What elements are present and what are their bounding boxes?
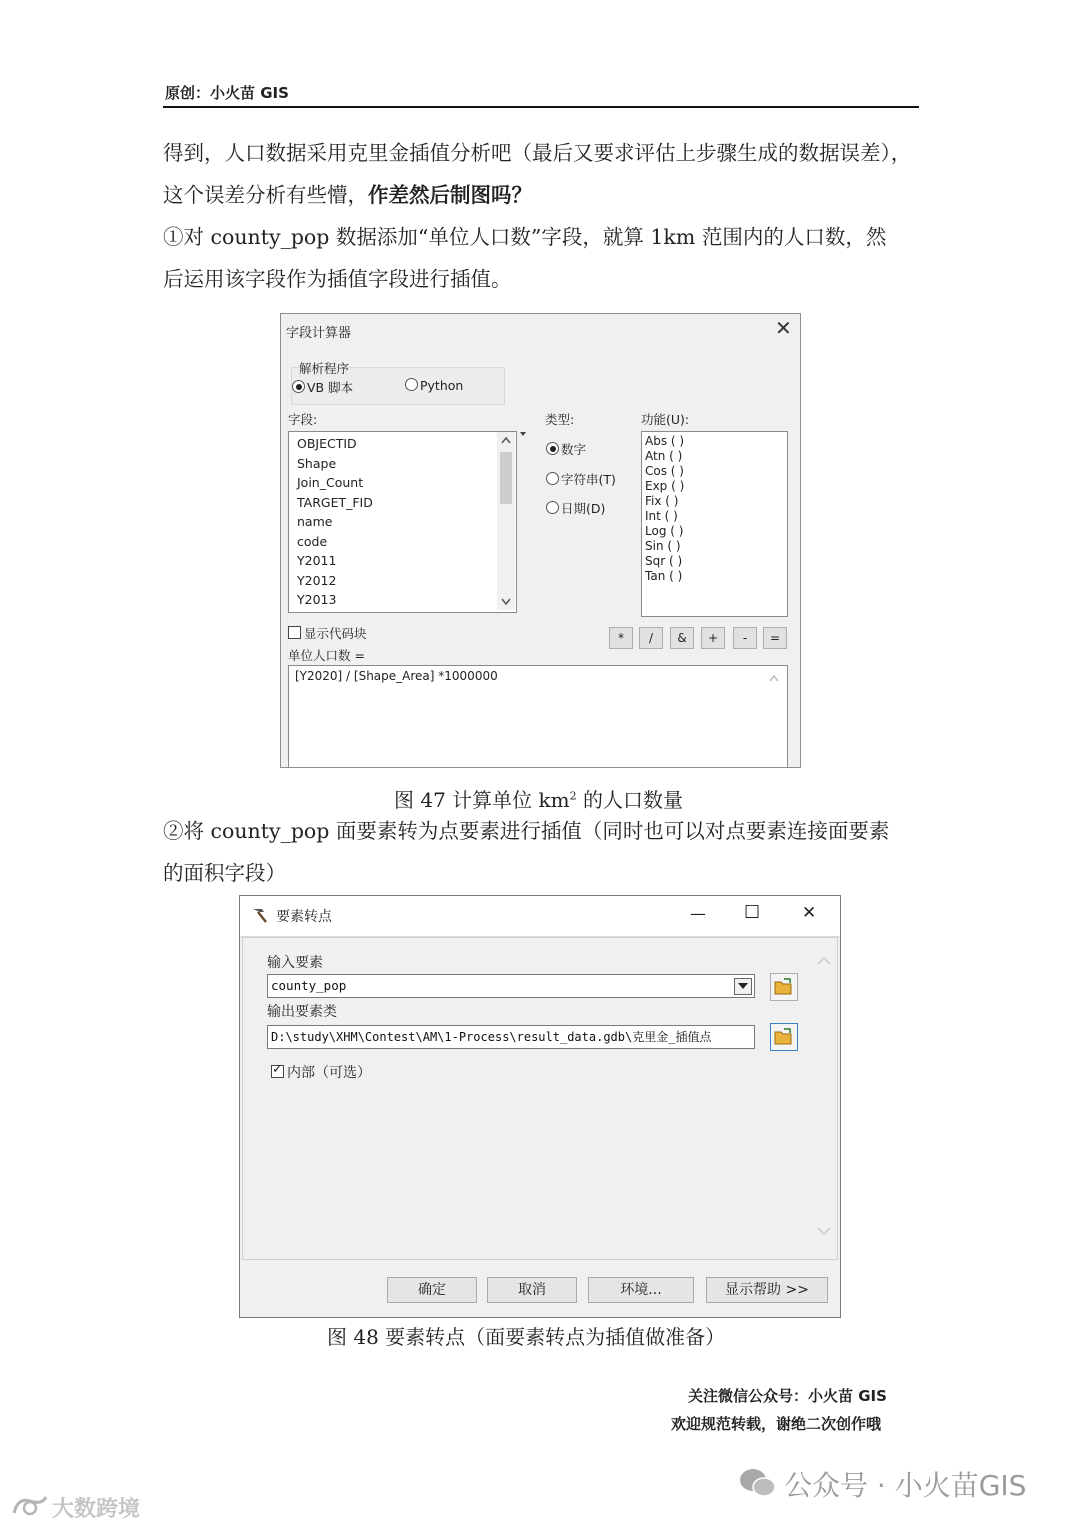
scroll-down-icon[interactable] bbox=[817, 1226, 831, 1236]
parser-label: 解析程序 bbox=[299, 361, 350, 376]
input-features-select[interactable]: county_pop bbox=[267, 974, 755, 998]
function-item[interactable]: Int ( ) bbox=[645, 509, 678, 523]
chevron-down-icon bbox=[738, 983, 748, 990]
function-item[interactable]: Sin ( ) bbox=[645, 539, 681, 553]
watermark-official-account: 公众号 · 小火苗GIS bbox=[784, 1469, 1027, 1502]
fields-list[interactable] bbox=[288, 431, 517, 613]
field-item[interactable]: OBJECTID bbox=[297, 436, 357, 451]
output-class-label: 输出要素类 bbox=[267, 1004, 337, 1020]
sort-marker-icon bbox=[520, 432, 526, 438]
field-item[interactable]: Y2012 bbox=[297, 572, 337, 588]
browse-input-button[interactable] bbox=[770, 973, 798, 1001]
operator-equals-button[interactable]: = bbox=[763, 627, 787, 649]
feature-to-point-dialog bbox=[239, 895, 841, 1318]
close-icon[interactable]: ✕ bbox=[802, 903, 817, 923]
function-item[interactable]: Abs ( ) bbox=[645, 434, 685, 448]
dialog-titlebar bbox=[240, 896, 840, 937]
operator-minus-button[interactable]: - bbox=[733, 627, 757, 649]
function-item[interactable]: Atn ( ) bbox=[645, 449, 683, 463]
output-path-field[interactable]: D:\study\XHM\Contest\AM\1-Process\result_data.gdb\克里金_插值点 bbox=[267, 1025, 755, 1049]
radio-vb-script[interactable]: VB 脚本 bbox=[292, 378, 353, 396]
radio-icon bbox=[546, 501, 559, 514]
type-date-radio[interactable]: 日期(D) bbox=[546, 499, 605, 517]
functions-label: 功能(U): bbox=[641, 412, 690, 427]
page-header: 原创：小火苗 GIS bbox=[165, 84, 289, 102]
radio-selected-icon bbox=[292, 380, 305, 393]
hammer-icon bbox=[250, 906, 270, 924]
field-item[interactable]: name bbox=[297, 514, 333, 529]
close-icon[interactable]: ✕ bbox=[775, 316, 792, 340]
dialog-body bbox=[242, 937, 838, 1260]
paragraph-text: 这个误差分析有些懵， bbox=[163, 183, 368, 207]
expression-text: [Y2020] / [Shape_Area] *1000000 bbox=[295, 669, 498, 683]
figure-caption-47: 图 47 计算单位 $km^2$ 的人口数量 bbox=[394, 788, 683, 812]
radio-selected-icon bbox=[546, 442, 559, 455]
figure-caption-48: 图 48 要素转点（面要素转点为插值做准备） bbox=[327, 1325, 726, 1349]
fields-label: 字段: bbox=[288, 412, 318, 427]
inside-optional-checkbox[interactable]: ✓内部（可选） bbox=[271, 1062, 371, 1082]
paragraph-line bbox=[163, 174, 532, 216]
browse-output-button[interactable] bbox=[770, 1023, 798, 1051]
scroll-thumb[interactable] bbox=[500, 452, 512, 504]
field-calculator-dialog bbox=[280, 313, 801, 768]
field-item[interactable]: code bbox=[297, 533, 328, 549]
function-item[interactable]: Exp ( ) bbox=[645, 479, 685, 493]
brand-logo-icon bbox=[10, 1493, 50, 1519]
checkbox-icon bbox=[288, 626, 301, 639]
step1-line: ①对 county_pop 数据添加“单位人口数”字段，就算 1km 范围内的人口数，然 bbox=[163, 225, 887, 249]
field-item[interactable]: Y2013 bbox=[297, 592, 337, 607]
radio-python[interactable]: Python bbox=[405, 378, 463, 393]
operator-multiply-button[interactable]: * bbox=[609, 627, 633, 649]
header-rule bbox=[163, 106, 919, 108]
maximize-icon[interactable]: ☐ bbox=[744, 902, 761, 923]
step2-line: ②将 county_pop 面要素转为点要素进行插值（同时也可以对点要素连接面要素 bbox=[163, 819, 890, 843]
show-codeblock-checkbox[interactable]: 显示代码块 bbox=[288, 624, 367, 642]
expression-editor[interactable] bbox=[288, 665, 788, 768]
operator-concat-button[interactable]: & bbox=[670, 627, 694, 649]
expression-label: 单位人口数 = bbox=[288, 648, 365, 663]
field-item[interactable]: Y2011 bbox=[297, 553, 337, 568]
dialog-title: 字段计算器 bbox=[286, 326, 352, 341]
dropdown-button[interactable] bbox=[734, 978, 752, 995]
ok-button[interactable]: 确定 bbox=[387, 1277, 477, 1303]
type-string-radio[interactable]: 字符串(T) bbox=[546, 470, 616, 488]
wechat-logo-icon bbox=[738, 1466, 778, 1500]
function-item[interactable]: Log ( ) bbox=[645, 524, 684, 538]
dialog-title: 要素转点 bbox=[276, 909, 332, 925]
scroll-up-icon[interactable] bbox=[501, 436, 511, 444]
watermark-brand: 大数跨境 bbox=[52, 1497, 141, 1522]
operator-divide-button[interactable]: / bbox=[639, 627, 663, 649]
folder-open-icon bbox=[774, 978, 794, 995]
scroll-down-icon[interactable] bbox=[501, 598, 511, 606]
type-label: 类型: bbox=[545, 412, 575, 427]
function-item[interactable]: Cos ( ) bbox=[645, 464, 684, 478]
minimize-icon[interactable]: — bbox=[690, 904, 706, 923]
function-item[interactable]: Tan ( ) bbox=[645, 569, 683, 583]
field-item[interactable]: TARGET_FID bbox=[297, 494, 373, 510]
step2-line: 的面积字段） bbox=[163, 861, 286, 885]
scroll-up-icon[interactable] bbox=[817, 956, 831, 966]
folder-open-icon bbox=[774, 1028, 794, 1045]
function-item[interactable]: Fix ( ) bbox=[645, 494, 679, 508]
function-item[interactable]: Sqr ( ) bbox=[645, 554, 683, 568]
fields-scrollbar[interactable] bbox=[497, 432, 515, 610]
cancel-button[interactable]: 取消 bbox=[487, 1277, 577, 1303]
radio-icon bbox=[546, 472, 559, 485]
footer-wechat: 关注微信公众号：小火苗 GIS bbox=[688, 1387, 887, 1405]
show-help-button[interactable]: 显示帮助 >> bbox=[706, 1277, 828, 1303]
operator-plus-button[interactable]: + bbox=[701, 627, 725, 649]
field-item[interactable]: Join_Count bbox=[297, 475, 364, 490]
input-features-label: 输入要素 bbox=[267, 955, 323, 971]
radio-icon bbox=[405, 378, 418, 391]
step1-line: 后运用该字段作为插值字段进行插值。 bbox=[163, 267, 512, 291]
paragraph-line: 得到，人口数据采用克里金插值分析吧（最后又要求评估上步骤生成的数据误差）， bbox=[163, 141, 912, 165]
checkbox-checked-icon bbox=[271, 1065, 284, 1078]
bold-question: 作差然后制图吗？ bbox=[368, 183, 532, 207]
type-number-radio[interactable]: 数字 bbox=[546, 440, 586, 458]
functions-list[interactable] bbox=[641, 431, 788, 617]
scroll-up-icon[interactable] bbox=[769, 674, 779, 682]
environments-button[interactable]: 环境... bbox=[588, 1277, 694, 1303]
field-item[interactable]: Shape bbox=[297, 455, 337, 471]
footer-reprint-note: 欢迎规范转载，谢绝二次创作哦 bbox=[671, 1415, 882, 1433]
